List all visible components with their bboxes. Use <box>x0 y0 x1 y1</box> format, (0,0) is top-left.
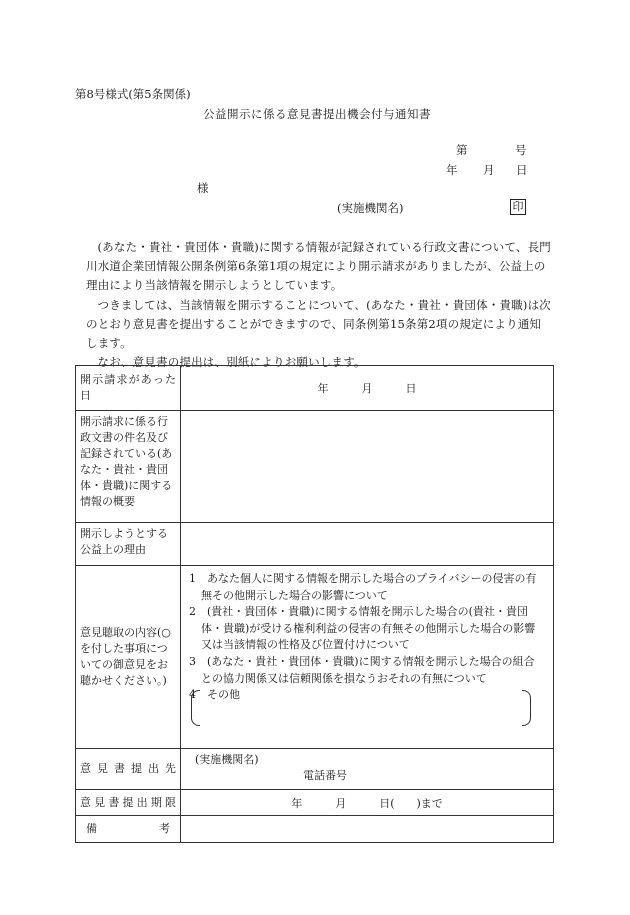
number-prefix: 第 <box>456 143 468 157</box>
hearing-item-1: 1 あなた個人に関する情報を開示した場合のプライバシーの侵害の有無その他開示した場合の影響について <box>189 572 537 602</box>
remarks-label: 備考 <box>76 816 181 843</box>
table-row <box>76 749 554 790</box>
document-summary-value[interactable] <box>181 411 554 523</box>
hearing-item-2: 2 (貴社・貴団体・貴職)に関する情報を開示した場合の(貴社・貴団体・貴職)が受ける権利利益の侵害の有無その他開示した場合の影響又は当該情報の性格及び位置付けについて <box>189 605 536 652</box>
document-title: 公益開示に係る意見書提出機会付与通知書 <box>203 107 431 121</box>
remarks-value[interactable] <box>181 816 554 843</box>
notice-body <box>86 238 552 372</box>
seal-mark: 印 <box>510 199 526 215</box>
hearing-item-4: 4 その他 <box>189 688 240 702</box>
hearing-content-items <box>181 566 554 749</box>
paragraph-1: (あなた・貴社・貴団体・貴職)に関する情報が記録されている行政文書について、長門川水道企業団情報公開条例第6条第1項の規定により開示請求がありましたが、公益上の理由により当該情報を開示しようとしています。 <box>86 240 552 293</box>
paragraph-3: なお、意見書の提出は、別紙によりお願いします。 <box>97 355 366 370</box>
destination-agency: (実施機関名) <box>195 753 259 766</box>
hearing-item-3: 3 (あなた・貴社・貴団体・貴職)に関する情報を開示した場合の組合との協力関係又は信頼関係を損なうおそれの有無について <box>189 654 535 685</box>
submission-deadline-label: 意見書提出期限 <box>76 790 181 816</box>
date-year: 年 <box>446 163 458 177</box>
table-row <box>76 366 554 411</box>
notice-table <box>75 365 554 843</box>
issuing-agency: (実施機関名) <box>337 201 404 215</box>
addressee-suffix: 様 <box>197 181 209 195</box>
table-row <box>76 566 554 749</box>
date-month: 月 <box>483 163 495 177</box>
hearing-content-label: 意見聴取の内容(○を付した事項についての御意見をお聴かせください。) <box>76 566 181 749</box>
table-row <box>76 790 554 816</box>
public-interest-reason-label: 開示しようとする公益上の理由 <box>76 523 181 566</box>
request-date-label: 開示請求があった日 <box>76 366 181 411</box>
form-number: 第8号様式(第5条関係) <box>75 87 191 101</box>
request-date-value: 年 月 日 <box>181 366 554 411</box>
submission-destination-label: 意見書提出先 <box>76 749 181 790</box>
submission-deadline-value: 年 月 日( )まで <box>181 790 554 816</box>
bracket-right <box>522 690 531 726</box>
destination-phone: 電話番号 <box>303 769 347 782</box>
number-suffix: 号 <box>515 143 527 157</box>
table-row <box>76 523 554 566</box>
paragraph-2: つきましては、当該情報を開示することについて、(あなた・貴社・貴団体・貴職)は次のとおり意見書を提出することができますので、同条例第15条第2項の規定により通知します。 <box>86 297 552 351</box>
table-row <box>76 411 554 523</box>
submission-destination-value <box>181 749 554 790</box>
bracket-left <box>191 690 200 726</box>
date-day: 日 <box>516 163 528 177</box>
public-interest-reason-value[interactable] <box>181 523 554 566</box>
document-summary-label: 開示請求に係る行政文書の件名及び記録されている(あなた・貴社・貴団体・貴職)に関する情報の概要 <box>76 411 181 523</box>
table-row <box>76 816 554 843</box>
